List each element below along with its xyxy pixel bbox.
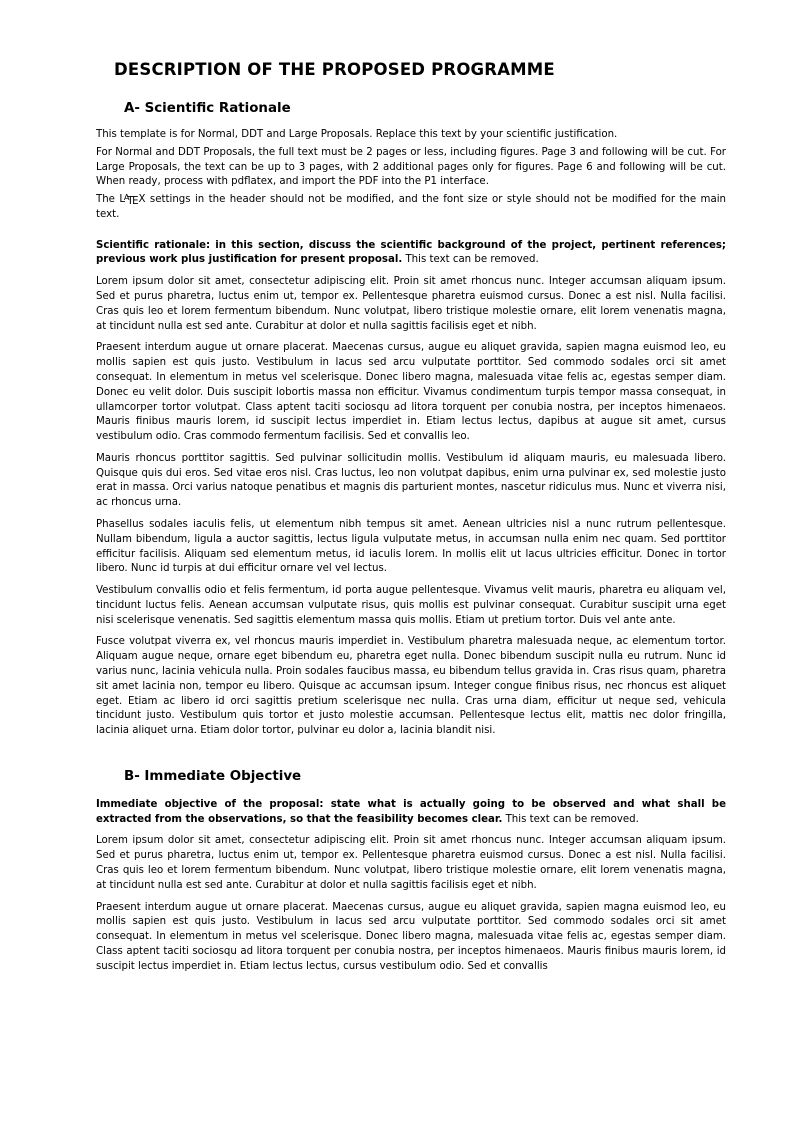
section-b-lead-bold-text: Immediate objective of the proposal: state what is actually going to be observed and what shall be extracted from the observations, so that the feasibility becomes clear. — [96, 798, 726, 825]
section-a-body-paragraph-4: Phasellus sodales iaculis felis, ut elementum nibh tempus sit amet. Aenean ultricies nisl a nunc rutrum pellentesque. Nullam bibendum, ligula a auctor sagittis, lectus ligula vulputate metus, in accumsan nulla enim nec quam. Sed porttitor efficitur facilisis. Aliquam sed elementum metus, id iaculis lorem. In mollis elit ut lacus ultricies efficitur. Donec in tortor libero. Nunc id turpis at dui efficitur ornare vel vel lectus. — [96, 518, 726, 575]
section-b-body-paragraph-1: Lorem ipsum dolor sit amet, consectetur adipiscing elit. Proin sit amet rhoncus nunc. Integer accumsan aliquam ipsum. Sed et purus pharetra, luctus enim ut, tempor ex. Pellentesque pharetra euismod cursus. Donec a est nisl. Nulla facilisi. Cras quis leo et lorem fermentum bibendum. Nunc volutpat, libero tristique molestie ornare, elit lorem venenatis magna, at tincidunt nulla est sed ante. Curabitur at dolor et nulla sagittis facilisis eget et nibh. — [96, 835, 726, 891]
section-b-body-paragraph-2: Praesent interdum augue ut ornare placerat. Maecenas cursus, augue eu aliquet gravida, sapien magna euismod leo, eu mollis sapien est quis justo. Vestibulum in lacus sed arcu vulputate porttitor. Sed commodo sodales orci sit amet consequat. In elementum in metus vel scelerisque. Donec libero magna, malesuada vitae felis ac, egestas semper diam. Class aptent taciti sociosqu ad litora torquent per conubia nostra, per inceptos himenaeos. Mauris finibus mauris lorem, id suscipit lectus imperdiet in. Etiam lectus lectus, cursus vestibulum odio. Sed et convallis — [96, 901, 726, 972]
section-a-latex-note — [96, 193, 726, 223]
section-b-bold-lead — [96, 798, 726, 828]
section-a-body-paragraph-6: Fusce volutpat viverra ex, vel rhoncus mauris imperdiet in. Vestibulum pharetra malesuada neque, ac elementum tortor. Aliquam augue neque, ornare eget bibendum eu, pharetra eget nulla. Donec bibendum suscipit nulla eu rutrum. Nunc id varius nunc, lacinia vehicula nulla. Proin sodales faucibus massa, eu bibendum tellus gravida in. Cras risus quam, pharetra sit amet lacinia non, tempor eu libero. Quisque ac accumsan ipsum. Integer congue finibus risus, nec rhoncus est aliquet eget. Etiam ac libero id orci sagittis pretium scelerisque nec nulla. Cras urna diam, efficitur ut neque sed, vehicula tincidunt justo. Vestibulum quis tortor et justo molestie accumsan. Pellentesque lectus elit, mattis nec dolor fringilla, lacinia aliquet urna. Etiam dolor tortor, pulvinar eu dolor a, lacinia blandit nisi. — [96, 636, 726, 737]
section-a-lead-bold-text: Scientific rationale: in this section, discuss the scientific background of the project, pertinent references; previous work plus justification for present proposal. — [96, 239, 726, 266]
latex-note-suffix: settings in the header should not be modified, and the font size or style should not be modified for the main text. — [96, 194, 726, 220]
section-heading-a: A- Scientific Rationale — [124, 101, 291, 116]
section-a-body-paragraph-2: Praesent interdum augue ut ornare placerat. Maecenas cursus, augue eu aliquet gravida, sapien magna euismod leo, eu mollis sapien est quis justo. Vestibulum in lacus sed arcu vulputate porttitor. Sed commodo sodales orci sit amet consequat. In elementum in metus vel scelerisque. Donec libero magna, malesuada vitae felis ac, egestas semper diam. Donec eu velit dolor. Duis suscipit lobortis massa non efficitur. Vivamus condimentum turpis tempor massa consequat, in ullamcorper tortor volutpat. Class aptent taciti sociosqu ad litora torquent per conubia nostra, per inceptos himenaeos. Mauris finibus mauris lorem, id suscipit lectus imperdiet in. Etiam lectus lectus, dapibus at augue sit amet, cursus vestibulum odio. Cras commodo fermentum facilisis. Sed et convallis leo. — [96, 342, 726, 443]
section-a-lead-tail: This text can be removed. — [402, 254, 539, 266]
section-b-lead-tail: This text can be removed. — [502, 813, 639, 825]
section-heading-b: B- Immediate Objective — [124, 768, 302, 784]
section-a-intro-paragraph-1: This template is for Normal, DDT and Large Proposals. Replace this text by your scientific justification. — [96, 129, 618, 140]
latex-note-prefix: The — [96, 194, 120, 206]
latex-logo: $L^ATEX$ — [119, 191, 146, 208]
section-a-intro-paragraph-2: For Normal and DDT Proposals, the full text must be 2 pages or less, including figures. Page 3 and following will be cut. For Large Proposals, the text can be up to 3 pages, with 2 additional pages only for figures. Page 6 and following will be cut. When ready, process with pdflatex, and import the PDF into the P1 interface. — [96, 146, 726, 188]
page-title: DESCRIPTION OF THE PROPOSED PROGRAMME — [114, 60, 555, 79]
section-a-body-paragraph-1: Lorem ipsum dolor sit amet, consectetur adipiscing elit. Proin sit amet rhoncus nunc. Integer accumsan aliquam ipsum. Sed et purus pharetra, luctus enim ut, tempor ex. Pellentesque pharetra euismod cursus. Donec a est nisl. Nulla facilisi. Cras quis leo et lorem fermentum bibendum. Nunc volutpat, libero tristique molestie ornare, elit lorem venenatis magna, at tincidunt nulla est sed ante. Curabitur at dolor et nulla sagittis facilisis eget et nibh. — [96, 276, 726, 332]
section-a-body-paragraph-5: Vestibulum convallis odio et felis fermentum, id porta augue pellentesque. Vivamus velit mauris, pharetra eu aliquam vel, tincidunt luctus felis. Aenean accumsan vulputate risus, quis mollis est pulvinar consequat. Curabitur suscipit urna eget nisi scelerisque venenatis. Sed sagittis elementum massa quis mollis. Etiam ut pretium tortor. Duis vel ante ante. — [96, 585, 726, 626]
section-a-bold-lead — [96, 239, 726, 269]
section-a-body-paragraph-3: Mauris rhoncus porttitor sagittis. Sed pulvinar sollicitudin mollis. Vestibulum id aliquam mauris, eu malesuada libero. Quisque quis dui eros. Sed vitae eros nisl. Cras luctus, leo non volutpat dapibus, enim urna pulvinar ex, sed molestie justo erat in massa. Orci varius natoque penatibus et magnis dis parturient montes, nascetur ridiculus mus. Nunc et viverra nisi, ac rhoncus urna. — [96, 452, 726, 509]
